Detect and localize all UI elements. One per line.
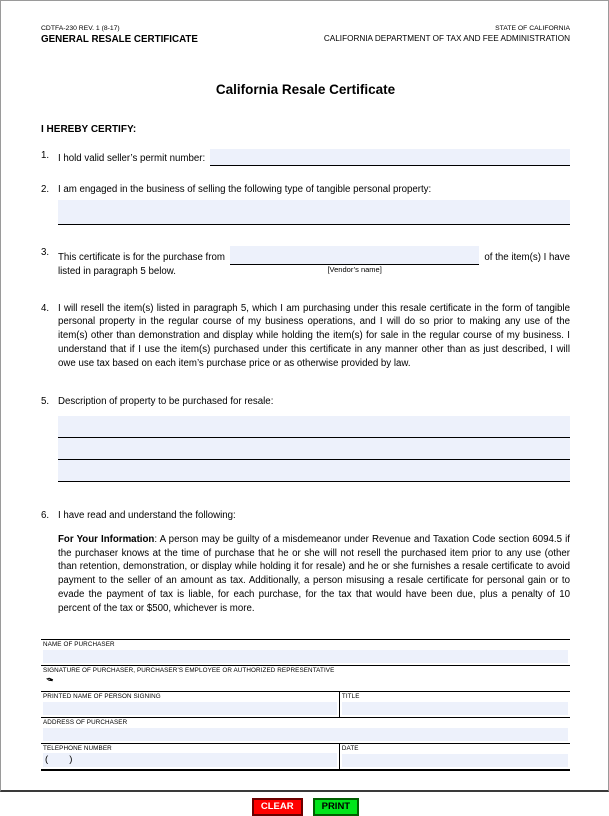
address-label: ADDRESS OF PURCHASER xyxy=(43,719,128,727)
item-4-number: 4. xyxy=(41,302,50,314)
name-of-purchaser-field[interactable] xyxy=(43,650,568,663)
item-3-label-after: of the item(s) I have xyxy=(484,252,570,264)
for-your-information-label: For Your Information xyxy=(58,533,155,545)
form-name: GENERAL RESALE CERTIFICATE xyxy=(41,33,198,45)
name-of-purchaser-label: NAME OF PURCHASER xyxy=(43,640,115,648)
item-6 xyxy=(41,509,570,523)
item-3-number: 3. xyxy=(41,246,50,258)
item-5-number: 5. xyxy=(41,396,50,408)
form-header xyxy=(41,25,570,46)
item-5-label: Description of property to be purchased for resale: xyxy=(58,396,274,408)
item-2-label: I am engaged in the business of selling the following type of tangible personal property: xyxy=(58,184,432,196)
item-3 xyxy=(41,246,570,279)
item-2-number: 2. xyxy=(41,184,50,196)
printed-name-label: PRINTED NAME OF PERSON SIGNING xyxy=(43,692,161,700)
description-line-3[interactable] xyxy=(58,460,570,482)
printed-name-field[interactable] xyxy=(43,702,337,715)
form-number: CDTFA-230 REV. 1 (8-17) xyxy=(41,25,120,32)
for-your-information xyxy=(58,533,570,616)
title-label: TITLE xyxy=(341,692,360,700)
item-4-text: I will resell the item(s) listed in paragraph 5, which I am purchasing under this resale certificate in the form of tangible personal property in the regular course of my business operations, and I will do so prior to making any use of the item(s) other than demonstration and display while holding the item(s) for sale in the regular course of my business. I understand that if I use the item(s) purchased under this certificate in any manner other than as just described, I will owe use tax based on each item’s purchase price or as otherwise provided by law. xyxy=(58,302,570,369)
telephone-label: TELEPHONE NUMBER xyxy=(43,745,112,753)
address-field[interactable] xyxy=(43,728,568,741)
vendor-name-field[interactable] xyxy=(230,246,479,274)
signature-section xyxy=(41,639,570,772)
form-buttons xyxy=(41,798,570,816)
department-label: CALIFORNIA DEPARTMENT OF TAX AND FEE ADMINISTRATION xyxy=(323,33,570,43)
clear-button[interactable]: CLEAR xyxy=(252,798,303,816)
date-field[interactable] xyxy=(342,754,568,767)
item-3-label-before: This certificate is for the purchase from xyxy=(58,252,225,264)
title-field[interactable] xyxy=(342,702,568,715)
signature-field[interactable] xyxy=(43,673,568,689)
item-3-label-line2: listed in paragraph 5 below. xyxy=(58,265,176,277)
signature-row xyxy=(41,666,570,692)
description-line-1[interactable] xyxy=(58,416,570,438)
certify-heading: I HEREBY CERTIFY: xyxy=(41,124,137,136)
signature-label: SIGNATURE OF PURCHASER, PURCHASER’S EMPLOYEE OR AUTHORIZED REPRESENTATIVE xyxy=(43,666,335,674)
print-button[interactable]: PRINT xyxy=(313,798,360,816)
date-label: DATE xyxy=(341,745,359,753)
item-1-label: I hold valid seller’s permit number: xyxy=(58,153,206,165)
address-row xyxy=(41,718,570,744)
telephone-field[interactable]: ( ) xyxy=(43,753,337,767)
item-6-number: 6. xyxy=(41,510,50,522)
signature-pen-icon: ✒ xyxy=(43,673,55,687)
description-line-2[interactable] xyxy=(58,438,570,460)
item-2 xyxy=(41,183,570,225)
name-of-purchaser-row xyxy=(41,640,570,666)
page-title: California Resale Certificate xyxy=(215,82,396,98)
vendor-name-caption: [Vendor’s name] xyxy=(327,264,382,274)
item-1 xyxy=(41,149,570,166)
state-label: STATE OF CALIFORNIA xyxy=(495,25,570,32)
property-type-field[interactable] xyxy=(58,200,570,225)
item-1-number: 1. xyxy=(41,150,50,162)
item-4 xyxy=(41,302,570,371)
sellers-permit-number-field[interactable] xyxy=(210,149,570,166)
item-5 xyxy=(41,395,570,482)
for-your-information-text: : A person may be guilty of a misdemeanor under Revenue and Taxation Code section 6094.5 if the purchaser knows at the time of purchase that he or she will not resell the purchased item prior to any use (other than retention, demonstration, or display while holding it for resale) and he or she furnishes a resale certificate to avoid payment to the seller of an amount as tax. Additionally, a person misusing a resale certificate for personal gain or to evade the payment of tax is liable, for each purchase, for the tax that would have been due, plus a penalty of 10 percent of the tax or $500, whichever is more. xyxy=(58,533,570,614)
printed-name-title-row xyxy=(41,692,570,718)
telephone-date-row xyxy=(41,744,570,769)
item-6-label: I have read and understand the following: xyxy=(58,510,236,522)
